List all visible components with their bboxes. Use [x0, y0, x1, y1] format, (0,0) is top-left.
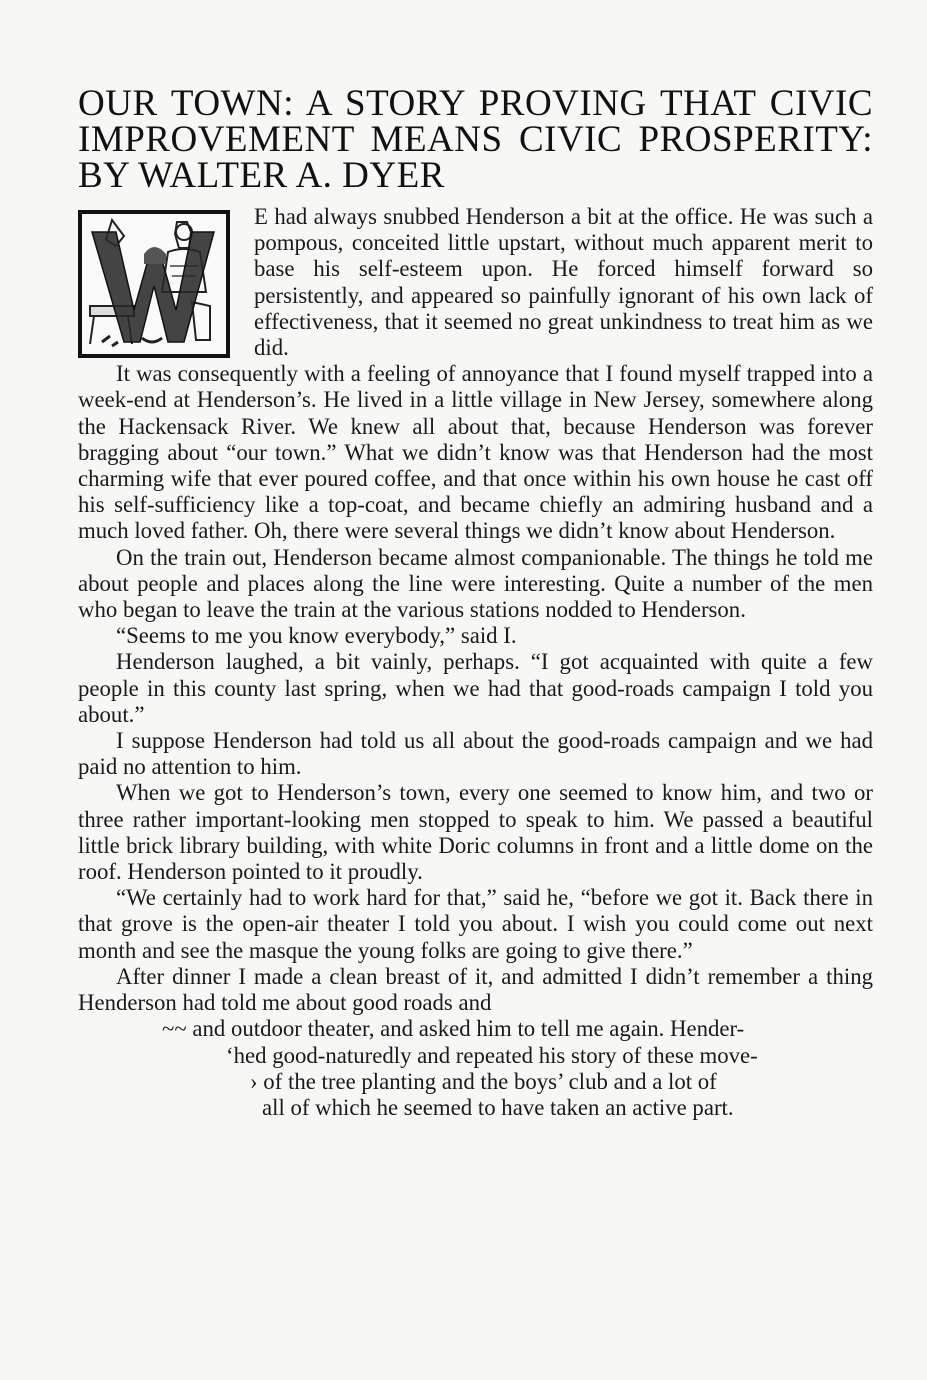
- torn-line: › of the tree planting and the boys’ club and a lot of: [250, 1068, 717, 1094]
- paragraph: On the train out, Henderson became almost companionable. The things he told me about people and places along the line were interesting. Quite a number of the men who began to leave the train at the various stations nodded to Henderson.: [78, 544, 873, 623]
- paragraph: It was consequently with a feeling of annoyance that I found myself trapped into a week-end at Henderson’s. He lived in a little village in New Jersey, somewhere along the Hackensack River. We knew all about that, because Henderson was forever bragging about “our town.” What we didn’t know was that Henderson had the most charming wife that ever poured coffee, and that once within his own house he cast off his self-sufficiency like a top-coat, and became chiefly an admiring husband and a much loved father. Oh, there were several things we didn’t know about Henderson.: [78, 361, 873, 544]
- dropcap-w-icon: [82, 214, 226, 354]
- torn-line: all of which he seemed to have taken an active part.: [262, 1094, 734, 1120]
- paragraph: “We certainly had to work hard for that,” said he, “before we got it. Back there in that grove is the open-air theater I told you about. I wish you could come out next month and see the masque the young folks are going to give there.”: [78, 885, 873, 963]
- paragraph: I suppose Henderson had told us all about the good-roads campaign and we had paid no attention to him.: [78, 728, 873, 780]
- dropcap-illustration: [78, 210, 230, 358]
- article-title: [78, 83, 873, 196]
- paragraph: When we got to Henderson’s town, every one seemed to know him, and two or three rather important-looking men stopped to speak to him. We passed a beautiful little brick library building, with white Doric columns in front and a little dome on the roof. Henderson pointed to it proudly.: [78, 780, 873, 885]
- title-line-2: IMPROVEMENT MEANS CIVIC PROSPERITY:: [78, 119, 873, 160]
- torn-line: ~~ and outdoor theater, and asked him to tell me again. Hender-: [162, 1016, 745, 1042]
- article-body: [78, 361, 873, 1121]
- paragraph: Henderson laughed, a bit vainly, perhaps. “I got acquainted with quite a few people in this county last spring, when we had that good-roads campaign I told you about.”: [78, 649, 873, 727]
- paragraph: “Seems to me you know everybody,” said I.: [116, 623, 517, 649]
- title-line-3: BY WALTER A. DYER: [78, 155, 445, 196]
- title-line-1: OUR TOWN: A STORY PROVING THAT CIVIC: [78, 83, 873, 124]
- torn-line: ‘hed good-naturedly and repeated his story of these move-: [226, 1042, 758, 1068]
- article-page: [78, 83, 873, 1121]
- opening-paragraph-block: [254, 202, 873, 361]
- opening-section: [78, 202, 873, 361]
- opening-paragraph: E had always snubbed Henderson a bit at the office. He was such a pompous, conceited little upstart, without much apparent merit to base his self-esteem upon. He forced himself forward so persistently, and appeared so painfully ignorant of his own lack of effectiveness, that it seemed no great unkindness to treat him as we did.: [254, 204, 873, 361]
- paragraph: After dinner I made a clean breast of it, and admitted I didn’t remember a thing Henderson had told me about good roads and: [78, 963, 873, 1016]
